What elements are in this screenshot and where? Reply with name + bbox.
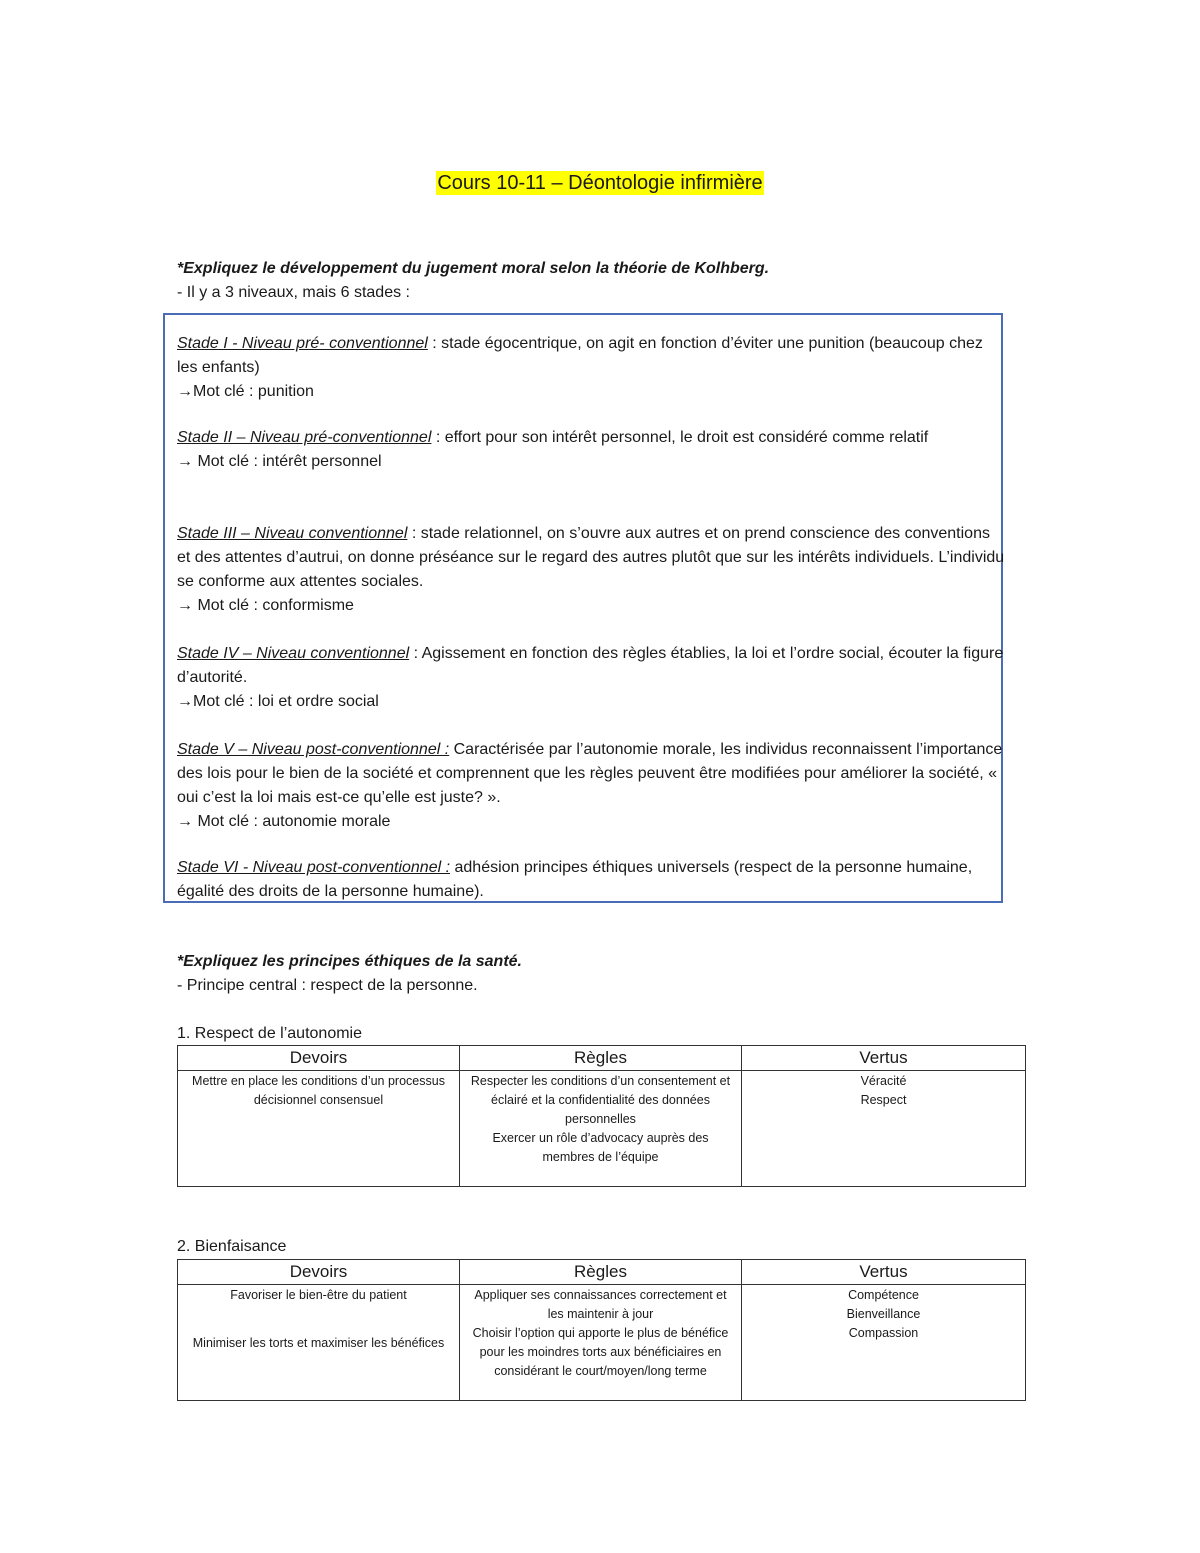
cell-line: Exercer un rôle d’advocacy auprès des membres de l’équipe	[492, 1131, 709, 1164]
table-row	[178, 1285, 1026, 1401]
stage-text: adhésion principes éthiques universels (respect de la personne humaine, égalité des droits de la personne humaine).	[177, 859, 973, 900]
stage-keyword: →Mot clé : loi et ordre social	[177, 693, 379, 710]
principle-heading-beneficence: 2. Bienfaisance	[177, 1238, 287, 1255]
cell-line: Choisir l’option qui apporte le plus de bénéfice pour les moindres torts aux bénéficiaires en considérant le court/moyen/long terme	[472, 1326, 729, 1378]
cell-line: Compétence	[848, 1288, 919, 1302]
vertus-cell	[742, 1071, 1026, 1187]
question-kohlberg: *Expliquez le développement du jugement moral selon la théorie de Kolhberg.	[177, 260, 770, 277]
cell-line: Respect	[860, 1093, 907, 1107]
stage-text: : stade égocentrique, on agit en fonction d’éviter une punition (beaucoup chez les enfants)	[177, 335, 983, 376]
principle-table-autonomy	[177, 1045, 1026, 1187]
stage-text: : effort pour son intérêt personnel, le droit est considéré comme relatif	[431, 429, 929, 446]
stage-keyword: →Mot clé : punition	[177, 383, 314, 400]
title-wrap	[0, 172, 1200, 195]
cell-line: Mettre en place les conditions d’un processus décisionnel consensuel	[192, 1074, 445, 1107]
stage-title: Stade IV – Niveau conventionnel	[177, 645, 410, 662]
stage-5	[177, 738, 1007, 834]
stage-4	[177, 642, 1007, 714]
table-header-row	[178, 1046, 1026, 1071]
cell-line: Favoriser le bien-être du patient	[230, 1288, 407, 1302]
stages-box	[163, 313, 1003, 903]
cell-line: Véracité	[860, 1074, 907, 1088]
stage-text: : Agissement en fonction des règles établies, la loi et l’ordre social, écouter la figure d’autorité.	[177, 645, 1004, 686]
stage-6	[177, 856, 1007, 904]
regles-cell	[460, 1071, 742, 1187]
stage-keyword: → Mot clé : autonomie morale	[177, 813, 391, 830]
cell-line: Minimiser les torts et maximiser les bénéfices	[192, 1336, 445, 1350]
stage-text: : stade relationnel, on s’ouvre aux autres et on prend conscience des conventions et des attentes d’autrui, on donne préséance sur le regard des autres plutôt que sur les intérêts individuels. L’individu se conforme aux attentes sociales.	[177, 525, 1005, 590]
table-row	[178, 1071, 1026, 1187]
stage-title: Stade I - Niveau pré- conventionnel	[177, 335, 428, 352]
column-header: Devoirs	[178, 1260, 460, 1285]
vertus-cell	[742, 1285, 1026, 1401]
stage-1	[177, 332, 1007, 404]
stage-title: Stade III – Niveau conventionnel	[177, 525, 408, 542]
page-title: Cours 10-11 – Déontologie infirmière	[437, 172, 763, 194]
stages-intro: - Il y a 3 niveaux, mais 6 stades :	[177, 284, 410, 301]
stage-keyword: → Mot clé : conformisme	[177, 597, 354, 614]
cell-line: Appliquer ses connaissances correctement et les maintenir à jour	[474, 1288, 727, 1321]
table-header-row	[178, 1260, 1026, 1285]
stage-keyword: → Mot clé : intérêt personnel	[177, 453, 382, 470]
column-header: Vertus	[742, 1260, 1026, 1285]
stage-title: Stade II – Niveau pré-conventionnel	[177, 429, 432, 446]
cell-line: Compassion	[848, 1326, 919, 1340]
principle-table-beneficence	[177, 1259, 1026, 1401]
principle-heading-autonomy: 1. Respect de l’autonomie	[177, 1025, 362, 1042]
stage-3	[177, 522, 1007, 618]
column-header: Vertus	[742, 1046, 1026, 1071]
cell-line: Respecter les conditions d’un consentement et éclairé et la confidentialité des données personnelles	[470, 1074, 731, 1126]
question-principles: *Expliquez les principes éthiques de la santé.	[177, 953, 522, 970]
stage-2	[177, 426, 1007, 474]
column-header: Règles	[460, 1260, 742, 1285]
column-header: Règles	[460, 1046, 742, 1071]
devoirs-cell	[178, 1071, 460, 1187]
cell-line: Bienveillance	[846, 1307, 921, 1321]
stage-title: Stade VI - Niveau post-conventionnel :	[177, 859, 451, 876]
devoirs-cell	[178, 1285, 460, 1401]
column-header: Devoirs	[178, 1046, 460, 1071]
principles-intro: - Principe central : respect de la personne.	[177, 977, 478, 994]
stage-title: Stade V – Niveau post-conventionnel :	[177, 741, 450, 758]
stage-text: Caractérisée par l’autonomie morale, les individus reconnaissent l’importance des lois pour le bien de la société et comprennent que les règles peuvent être modifiées pour améliorer la société, « oui c’est la loi mais est-ce qu’elle est juste? ».	[177, 741, 1003, 806]
regles-cell	[460, 1285, 742, 1401]
